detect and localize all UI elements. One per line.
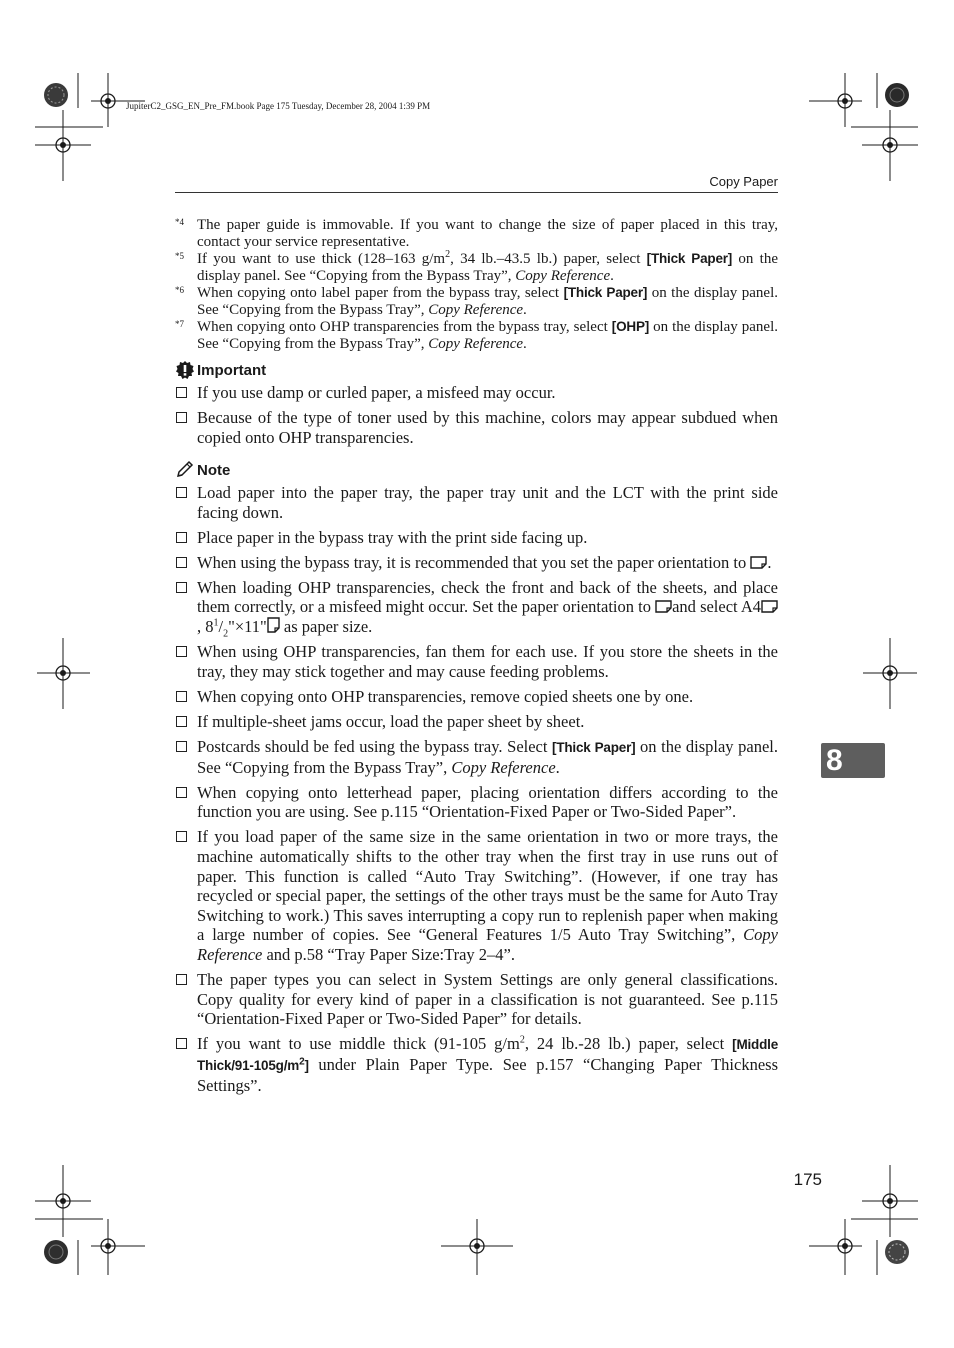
list-item-text: The paper types you can select in System Settings are only general classifications. Copy quality for every kind of paper in a classification is not guaranteed. See p.115 “Orientation-Fixed Paper or Two-Sided Paper” for details. xyxy=(197,970,778,1029)
list-item xyxy=(175,553,778,573)
checkbox-bullet-icon xyxy=(176,1038,187,1049)
subscript: 2 xyxy=(223,628,229,640)
portrait-orientation-icon xyxy=(267,617,280,633)
list-item-text: When using the bypass tray, it is recommended that you set the paper orientation to xyxy=(197,552,751,572)
superscript: 2 xyxy=(299,1056,305,1068)
footnote-mark: *4 xyxy=(175,217,184,227)
footnotes xyxy=(175,217,778,353)
footnote-mark: *5 xyxy=(175,251,184,261)
list-item-text: Place paper in the bypass tray with the print side facing up. xyxy=(197,527,588,547)
footnote-mark: *7 xyxy=(175,319,184,329)
list-item xyxy=(175,528,778,548)
note-list xyxy=(175,483,778,1101)
list-item xyxy=(175,577,778,640)
list-item xyxy=(175,687,778,707)
footnote-text: When copying onto label paper from the bypass tray, select xyxy=(197,285,564,301)
footnote-text: The paper guide is immovable. If you want to change the size of paper placed in this tray, contact your service representative. xyxy=(197,217,778,250)
footnote-text: on the display panel. See “Copying from the Bypass Tray”, xyxy=(197,319,779,352)
checkbox-bullet-icon xyxy=(176,787,187,798)
list-item-text: on the display panel. See “Copying from the Bypass Tray”, xyxy=(197,737,778,777)
reference-title: Copy Reference xyxy=(451,757,556,777)
key-label: [Thick Paper] xyxy=(563,285,648,300)
important-icon xyxy=(175,360,195,380)
list-item xyxy=(175,483,778,522)
landscape-orientation-icon xyxy=(655,599,672,613)
key-label: [OHP] xyxy=(611,319,650,334)
chapter-tab xyxy=(821,743,885,778)
chapter-number: 8 xyxy=(826,744,843,777)
list-item-text: under Plain Paper Type. See p.157 “Changing Paper Thickness Settings”. xyxy=(197,1054,778,1095)
list-item-text: If you use damp or curled paper, a misfeed may occur. xyxy=(197,383,556,402)
checkbox-bullet-icon xyxy=(176,974,187,985)
checkbox-bullet-icon xyxy=(176,831,187,842)
key-label: [Thick Paper] xyxy=(552,740,636,756)
list-item xyxy=(175,1034,778,1095)
page-number: 175 xyxy=(793,1170,822,1189)
note-heading xyxy=(175,460,230,480)
checkbox-bullet-icon xyxy=(176,646,187,657)
list-item-text: If you load paper of the same size in the same orientation in two or more trays, the machine automatically shifts to the other tray when the first tray in use runs out of paper. This function is called “Auto Tray Switching”. (However, if one tray has recycled or special paper, the settings of the other trays must be the same for Auto Tray Switching to work.) This saves interrupting a copy run to replenish paper when making a large number of copies. See “General Features 1/5 Auto Tray Switching”, xyxy=(197,827,778,945)
list-item xyxy=(175,783,778,822)
checkbox-bullet-icon xyxy=(176,487,187,498)
list-item-text: When copying onto OHP transparencies, remove copied sheets one by one. xyxy=(197,686,694,706)
list-item-text: When using OHP transparencies, fan them for each use. If you store the sheets in the tray, they may stick together and may cause feeding problems. xyxy=(197,642,778,681)
reference-title: Copy Reference xyxy=(515,267,611,284)
list-item-text: , 24 lb.-28 lb.) paper, select xyxy=(524,1034,733,1054)
list-item-text: and p.58 “Tray Paper Size:Tray 2–4”. xyxy=(262,944,516,964)
footnote-text: If you want to use thick (128–163 g/m xyxy=(197,251,446,267)
list-item xyxy=(175,970,778,1029)
list-item-text: , 8 xyxy=(197,617,214,637)
list-item-text: Because of the type of toner used by this machine, colors may appear subdued when copied onto OHP transparencies. xyxy=(197,408,778,447)
list-item-text: If you want to use middle thick (91-105 g/m xyxy=(197,1034,520,1054)
reference-title: Copy Reference xyxy=(428,301,524,318)
checkbox-bullet-icon xyxy=(176,741,187,752)
footnote-6 xyxy=(175,285,778,318)
list-item-text: / xyxy=(218,617,224,637)
footnote-text: on the display panel. See “Copying from the Bypass Tray”, xyxy=(197,251,778,284)
footnote-text: , 34 lb.–43.5 lb.) paper, select xyxy=(450,251,647,267)
reference-title: Copy Reference xyxy=(428,335,524,352)
list-item xyxy=(175,642,778,681)
reference-title: Copy Reference xyxy=(197,925,778,964)
note-title: Note xyxy=(197,461,231,479)
key-label: [Thick Paper] xyxy=(646,251,733,266)
list-item-text: "×11" xyxy=(228,617,267,637)
important-heading xyxy=(175,360,266,380)
superscript: 2 xyxy=(519,1034,525,1046)
footnote-7 xyxy=(175,319,778,352)
list-item-text: Postcards should be fed using the bypass tray. Select xyxy=(197,737,553,757)
checkbox-bullet-icon xyxy=(176,532,187,543)
list-item-text: Load paper into the paper tray, the paper tray unit and the LCT with the print side facing down. xyxy=(197,483,778,522)
footnote-text: . xyxy=(523,301,527,318)
list-item-text: and select A4 xyxy=(672,597,762,617)
superscript: 2 xyxy=(445,249,451,260)
list-item xyxy=(175,712,778,732)
checkbox-bullet-icon xyxy=(176,716,187,727)
list-item xyxy=(175,737,778,777)
landscape-orientation-icon xyxy=(750,555,767,569)
landscape-orientation-icon xyxy=(761,599,778,613)
checkbox-bullet-icon xyxy=(176,691,187,702)
list-item xyxy=(175,408,778,447)
running-header: Copy Paper xyxy=(709,174,778,189)
checkbox-bullet-icon xyxy=(176,557,187,568)
list-item-text: If multiple-sheet jams occur, load the paper sheet by sheet. xyxy=(197,711,585,731)
pencil-icon xyxy=(175,460,195,480)
footnote-text: When copying onto OHP transparencies from the bypass tray, select xyxy=(197,319,612,335)
list-item-text: . xyxy=(555,757,560,777)
header-rule xyxy=(175,192,778,193)
superscript: 1 xyxy=(213,617,219,629)
list-item xyxy=(175,827,778,964)
footnote-4 xyxy=(175,217,778,250)
key-label-text: ] xyxy=(304,1057,309,1073)
checkbox-bullet-icon xyxy=(176,412,187,423)
list-item-text: . xyxy=(767,552,772,572)
important-list xyxy=(175,383,778,453)
footnote-text: . xyxy=(523,335,527,352)
footnote-5 xyxy=(175,251,778,284)
footnote-mark: *6 xyxy=(175,285,184,295)
book-info: JupiterC2_GSG_EN_Pre_FM.book Page 175 Tuesday, December 28, 2004 1:39 PM xyxy=(126,101,431,111)
list-item-text: When copying onto letterhead paper, placing orientation differs according to the function you are using. See p.115 “Orientation-Fixed Paper or Two-Sided Paper”. xyxy=(197,782,778,822)
footnote-text: . xyxy=(610,267,614,284)
key-label-text: [Middle Thick/91-105g/m xyxy=(197,1037,778,1073)
list-item-text: as paper size. xyxy=(279,617,373,637)
checkbox-bullet-icon xyxy=(176,582,187,593)
list-item-text: When loading OHP transparencies, check the front and back of the sheets, and place them correctly, or a misfeed might occur. Set the paper orientation to xyxy=(197,577,778,617)
footnote-text: on the display panel. See “Copying from the Bypass Tray”, xyxy=(197,285,778,318)
list-item xyxy=(175,383,778,403)
important-title: Important xyxy=(197,361,267,379)
checkbox-bullet-icon xyxy=(176,387,187,398)
